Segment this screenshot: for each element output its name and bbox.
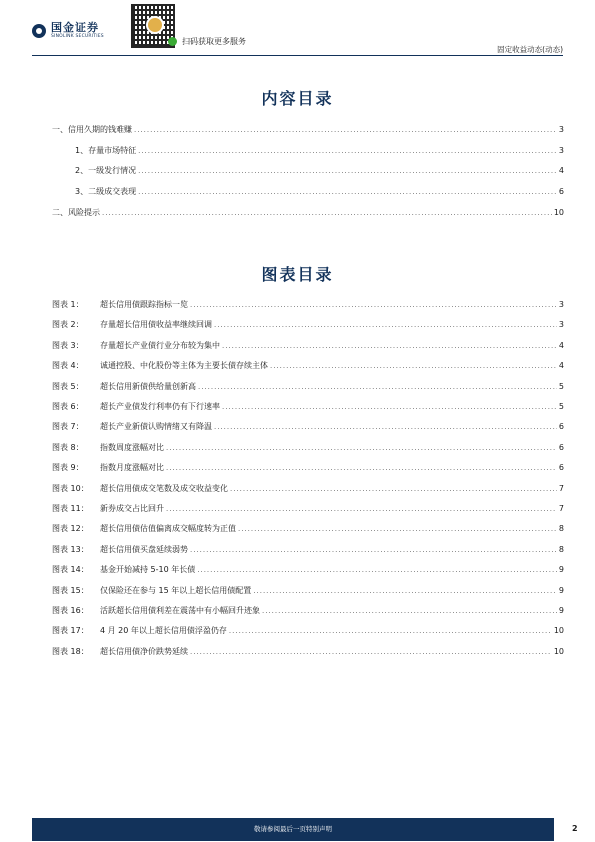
figure-entry-number: 图表 12： [52,524,89,534]
figure-entry-page: 6 [558,463,564,473]
figure-entry-label: 存量超长产业债行业分布较为集中 [100,340,220,350]
figure-entry-number: 图表 6： [52,402,84,411]
figure-entry[interactable] [52,319,564,332]
figure-entry-label: 存量超长信用债收益率继续回调 [100,320,212,330]
figure-entry[interactable] [52,442,564,455]
leader-dots [214,423,557,431]
figure-entry-page: 8 [558,524,564,534]
contents-title: 内容目录 [261,89,334,108]
figure-entry-label: 新券成交占比回升 [100,504,164,513]
leader-dots [214,321,557,329]
contents-entry-page: 3 [558,145,564,155]
contents-entry[interactable] [52,124,564,137]
figures-title: 图表目录 [261,265,334,284]
contents-entry-label: 3、二级成交表现 [75,187,137,197]
figure-entry-number: 图表 3： [52,340,84,350]
figure-entry-label: 超长信用债跟踪指标一览 [100,300,188,309]
figure-entry-page: 7 [558,504,564,513]
contents-entry[interactable] [75,145,564,158]
figure-entry-number: 图表 18： [52,646,89,656]
figure-entry-number: 图表 9： [52,463,84,473]
figure-entry-label: 超长信用新债供给量创新高 [100,381,196,391]
figure-entry-label: 超长信用债买盘延续弱势 [100,544,188,554]
figure-entry-number: 图表 2： [52,320,84,330]
figure-entry[interactable] [52,503,564,516]
figure-entry-page: 6 [558,422,564,432]
leader-dots [190,546,557,554]
figure-entry-label: 仅保险还在参与 15 年以上超长信用债配置 [100,585,252,595]
leader-dots [238,525,557,533]
figure-entry-page: 10 [553,626,564,636]
scan-prompt: 扫码获取更多服务 [182,37,246,46]
figure-entry-number: 图表 16： [52,606,89,615]
leader-dots [190,301,557,309]
figure-entry[interactable] [52,483,564,496]
figure-entry-number: 图表 13： [52,544,89,554]
figure-entry-page: 7 [558,483,564,493]
contents-entry-page: 10 [553,207,564,217]
leader-dots [166,464,557,472]
page-header [0,0,595,60]
qr-center-badge-icon [146,16,164,34]
company-logo [32,22,104,40]
figure-entry[interactable] [52,381,564,394]
leader-dots [197,566,557,574]
leader-dots [138,188,557,196]
contents-entry-label: 一、信用久期的钱难赚 [52,125,132,134]
leader-dots [222,403,557,411]
leader-dots [138,147,557,155]
figure-entry-label: 活跃超长信用债利差在震荡中有小幅回升迹象 [100,606,260,615]
figure-entry-page: 8 [558,544,564,554]
logo-english-name: SINOLINK SECURITIES [51,34,104,39]
leader-dots [270,362,557,370]
figure-entry[interactable] [52,421,564,434]
contents-entry-page: 4 [558,166,564,176]
leader-dots [222,342,557,350]
figure-entry[interactable] [52,646,564,659]
figure-entry-page: 3 [558,320,564,330]
leader-dots [190,648,552,656]
figure-entry-label: 超长产业新债认购情绪又有降温 [100,422,212,432]
figure-entry-page: 9 [558,585,564,595]
report-type: 固定收益动态(动态) [497,45,563,54]
leader-dots [230,485,557,493]
figure-entry-page: 9 [558,606,564,615]
figure-entry-number: 图表 8： [52,442,84,452]
figure-entry-page: 9 [558,565,564,575]
figure-entry-label: 超长信用债成交笔数及成交收益变化 [100,483,228,493]
figure-entry-page: 10 [553,646,564,656]
figure-entry-label: 超长产业债发行利率仍有下行速率 [100,402,220,411]
figure-entry-number: 图表 5： [52,381,84,391]
leader-dots [166,444,557,452]
header-divider [32,55,563,56]
figure-entry-number: 图表 11： [52,504,89,513]
figure-entry-number: 图表 14： [52,565,89,575]
figure-entry-number: 图表 4： [52,361,84,371]
figure-entry-page: 4 [558,340,564,350]
figure-entry-page: 6 [558,442,564,452]
figure-entry[interactable] [52,605,564,618]
logo-chinese-name: 国金证券 [51,21,99,34]
figure-entry-number: 图表 10： [52,483,89,493]
figure-entry-number: 图表 17： [52,626,89,636]
leader-dots [262,607,557,615]
figure-entry-label: 指数周度涨幅对比 [100,442,164,452]
page-number: 2 [572,824,578,833]
figure-entry-number: 图表 7： [52,422,84,432]
figure-entry-label: 诚通控股、中化股份等主体为主要长债存续主体 [100,361,268,371]
contents-entry-label: 2、一级发行情况 [75,166,137,176]
leader-dots [138,167,557,175]
figure-entry-label: 超长信用债估值偏离成交幅度转为正值 [100,524,236,534]
leader-dots [229,627,552,635]
contents-entry[interactable] [52,207,564,220]
figure-entry-number: 图表 1： [52,300,84,309]
contents-entry-label: 1、存量市场特征 [75,145,137,155]
figure-entry[interactable] [52,585,564,598]
figure-entry[interactable] [52,340,564,353]
leader-dots [134,126,557,134]
figure-entry-label: 4 月 20 年以上超长信用债浮盈仍存 [100,626,227,636]
leader-dots [166,505,557,513]
figure-entry[interactable] [52,523,564,536]
figure-entry[interactable] [52,564,564,577]
leader-dots [253,587,557,595]
figure-entry-page: 5 [558,402,564,411]
figure-entry[interactable] [52,360,564,373]
figure-entry-page: 5 [558,381,564,391]
figure-entry[interactable] [52,544,564,557]
leader-dots [198,383,557,391]
figure-entry-page: 4 [558,361,564,371]
figure-entry[interactable] [52,299,564,312]
figure-entry[interactable] [52,401,564,414]
leader-dots [102,209,552,217]
figure-entry-label: 指数月度涨幅对比 [100,463,164,473]
figure-entry[interactable] [52,625,564,638]
contents-entry-label: 二、风险提示 [52,207,100,217]
figure-entry-number: 图表 15： [52,585,89,595]
figure-entry-label: 基金开始减持 5-10 年长债 [100,565,196,575]
figure-entry[interactable] [52,462,564,475]
logo-mark-icon [32,24,46,38]
contents-entry-page: 3 [558,125,564,134]
figure-entry-label: 超长信用债净价跌势延续 [100,646,188,656]
contents-entry-page: 6 [558,187,564,197]
figure-entry-page: 3 [558,300,564,309]
wechat-icon [168,37,177,46]
footer-disclaimer: 敬请参阅最后一页特别声明 [254,825,332,833]
contents-entry[interactable] [75,165,564,178]
contents-entry[interactable] [75,186,564,199]
